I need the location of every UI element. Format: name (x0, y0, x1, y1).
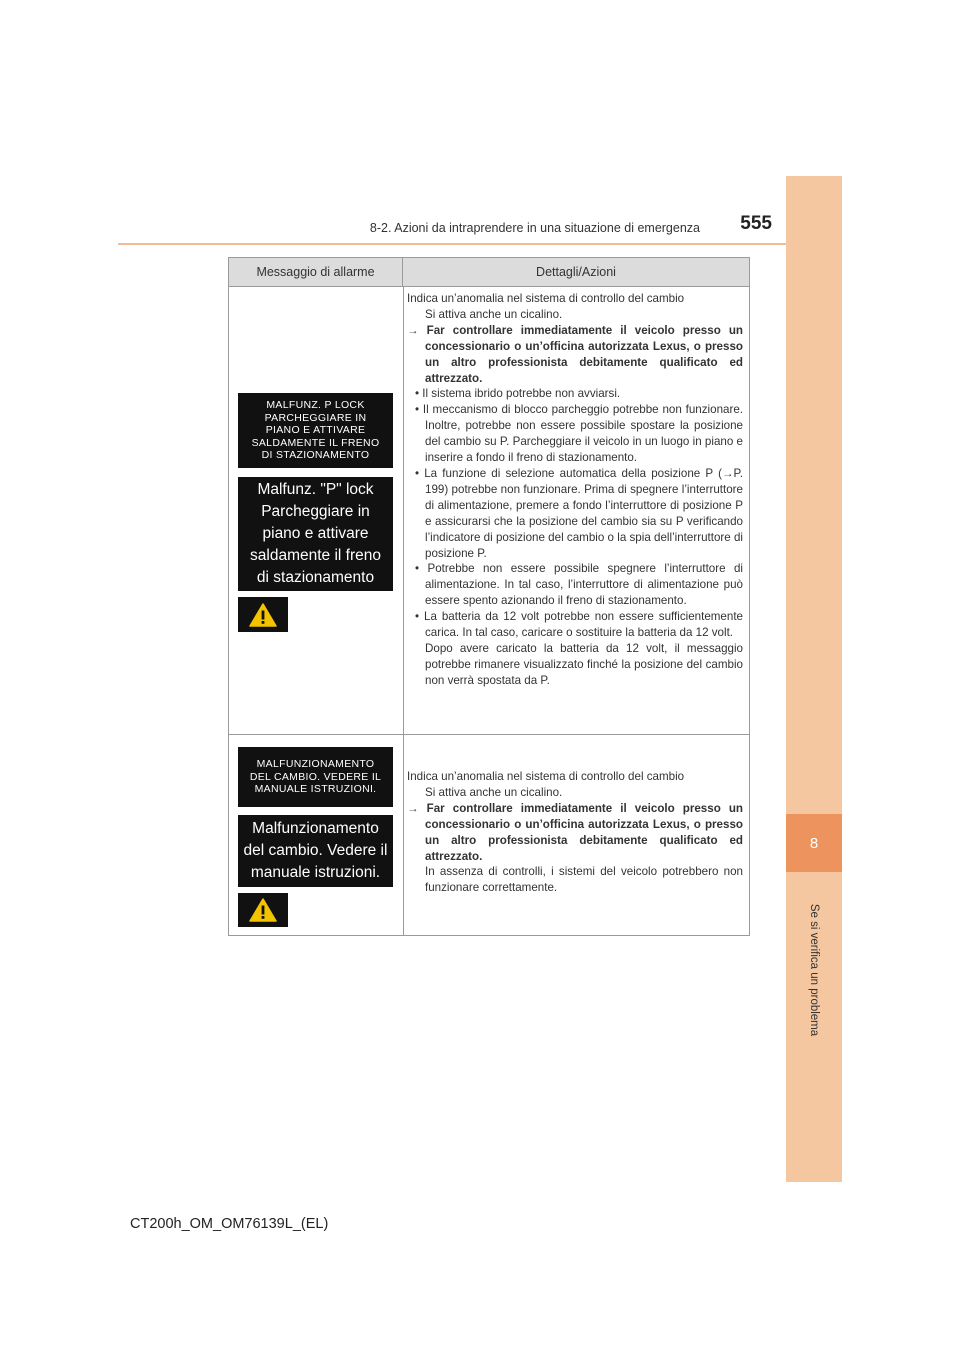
warning-message-table (228, 257, 750, 936)
column-header-details: Dettagli/Azioni (403, 258, 749, 287)
detail-bullet: • Il meccanismo di blocco parcheggio potrebbe non funzionare. Inoltre, potrebbe non essere possibile spostare la posizione del cambio su P. Parcheggiare il veicolo in un luogo in piano e inserire a fondo il freno di stazionamento. (415, 403, 743, 465)
warning-triangle-icon (238, 597, 288, 632)
detail-action: → Far controllare immediatamente il veicolo presso un concessionario o un’officina autorizzata Lexus, o presso un altro professionista debitamente qualificato ed attrezzato. (407, 801, 743, 863)
detail-bullet: • La funzione di selezione automatica della posizione P (→P. 199) potrebbe non funzionare. Prima di spegnere l’interruttore di alimentazione, premere a fondo l’interruttore di posizione P e assicurarsi che la posizione del cambio sia su P verificando l’indicatore di posizione del cambio o la spia dell’interruttore di posizione P. (415, 466, 743, 560)
column-divider (403, 287, 404, 935)
detail-beep: Si attiva anche un cicalino. (425, 307, 563, 321)
detail-intro: Indica un’anomalia nel sistema di controllo del cambio (407, 292, 685, 305)
detail-bullet: • Potrebbe non essere possibile spegnere l’interruttore di alimentazione. In tal caso, l’interruttore di alimentazione può essere spento azionando il freno di stazionamento. (415, 562, 744, 608)
row-divider (229, 734, 749, 735)
detail-intro: Indica un’anomalia nel sistema di controllo del cambio (407, 770, 685, 783)
warning-triangle-icon (238, 893, 288, 927)
row-2-details (407, 769, 743, 896)
detail-action: → Far controllare immediatamente il veicolo presso un concessionario o un’officina autorizzata Lexus, o presso un altro professionista debitamente qualificato ed attrezzato. (407, 323, 743, 385)
display-message-large: Malfunzionamento del cambio. Vedere il manuale istruzioni. (238, 815, 393, 887)
detail-note: In assenza di controlli, i sistemi del veicolo potrebbero non funzionare correttamente. (425, 865, 743, 895)
page-number: 555 (740, 213, 772, 234)
header-divider (118, 243, 786, 245)
row-1-details (407, 291, 743, 689)
display-message-small: MALFUNZIONAMENTO DEL CAMBIO. VEDERE IL MANUALE ISTRUZIONI. (238, 747, 393, 807)
chapter-title: Se si verifica un problema (808, 903, 820, 1037)
document-code: CT200h_OM_OM76139L_(EL) (130, 1216, 329, 1232)
detail-note: Dopo avere caricato la batteria da 12 volt, il messaggio potrebbe rimanere visualizzato finché la posizione del cambio non verrà spostata da P. (425, 641, 743, 687)
detail-beep: Si attiva anche un cicalino. (425, 785, 563, 799)
display-message-large: Malfunz. "P" lock Parcheggiare in piano e attivare saldamente il freno di stazionamento (238, 477, 393, 591)
chapter-number: 8 (809, 834, 819, 852)
detail-bullet: • Il sistema ibrido potrebbe non avviarsi. (415, 387, 621, 401)
section-title: 8-2. Azioni da intraprendere in una situazione di emergenza (369, 221, 700, 235)
detail-bullet: • La batteria da 12 volt potrebbe non essere sufficientemente carica. In tal caso, caricare o sostituire la batteria da 12 volt. (415, 610, 744, 640)
display-message-small: MALFUNZ. P LOCK PARCHEGGIARE IN PIANO E ATTIVARE SALDAMENTE IL FRENO DI STAZIONAMENTO (238, 393, 393, 468)
column-header-message: Messaggio di allarme (229, 258, 403, 287)
